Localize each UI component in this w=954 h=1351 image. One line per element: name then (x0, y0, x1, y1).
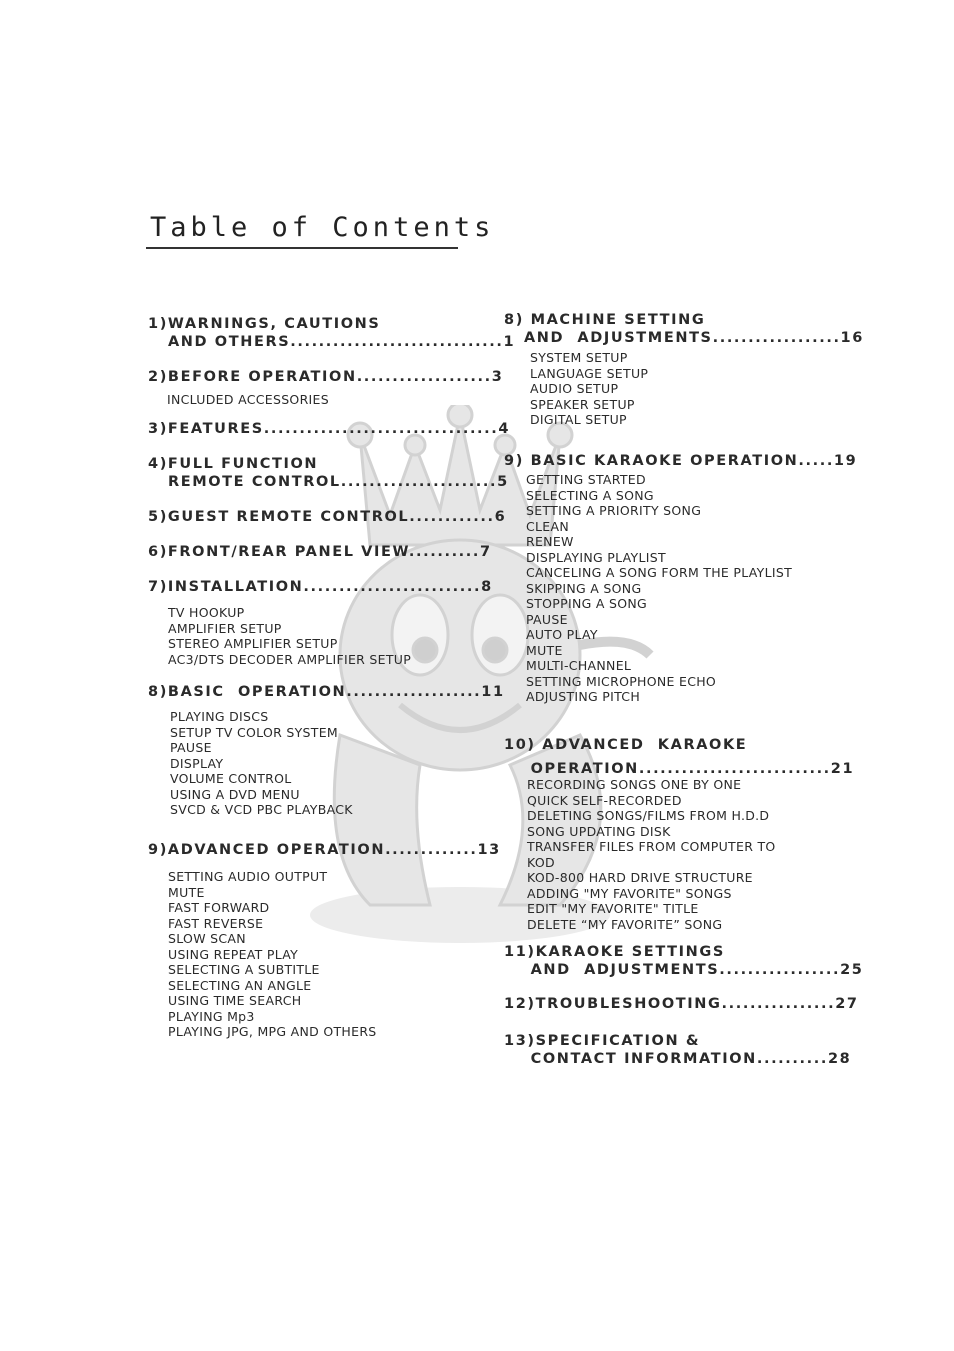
toc-entry-9[interactable]: 9)ADVANCED OPERATION.............13 (148, 842, 501, 858)
toc-entry-2[interactable]: 2)BEFORE OPERATION...................3 (148, 369, 504, 385)
toc-subitem: STOPPING A SONG (526, 596, 648, 611)
toc-entry-r8[interactable]: 8) MACHINE SETTING AND ADJUSTMENTS..................16 (504, 312, 864, 346)
toc-subitem: PLAYING JPG, MPG AND OTHERS (168, 1024, 377, 1039)
toc-subitem: MUTE (168, 884, 205, 900)
toc-subitem: QUICK SELF-RECORDED (527, 792, 682, 808)
toc-subitem: SPEAKER SETUP (530, 396, 635, 412)
toc-subitem: SETUP TV COLOR SYSTEM (170, 724, 338, 740)
toc-subitems-2 (167, 392, 329, 408)
toc-subitems-8 (170, 709, 353, 818)
toc-subitems-r8 (530, 350, 648, 428)
toc-subitem: DELETE “MY FAVORITE” SONG (527, 916, 723, 932)
toc-subitem: SLOW SCAN (168, 931, 246, 946)
toc-subitem: CANCELING A SONG FORM THE PLAYLIST (526, 565, 793, 580)
toc-entry-1[interactable]: 1)WARNINGS, CAUTIONS AND OTHERS..............................1 (148, 316, 516, 350)
toc-subitem: SELECTING A SUBTITLE (168, 962, 320, 977)
toc-subitem: SKIPPING A SONG (526, 580, 642, 596)
toc-entry-8[interactable]: 8)BASIC OPERATION...................11 (148, 684, 505, 700)
toc-subitem: KOD (527, 854, 555, 870)
toc-subitem: ADDING "MY FAVORITE" SONGS (527, 885, 732, 901)
toc-subitem: SETTING AUDIO OUTPUT (168, 869, 328, 884)
toc-subitem: SETTING MICROPHONE ECHO (526, 673, 717, 689)
toc-entry-r9[interactable]: 9) BASIC KARAOKE OPERATION.....19 (504, 453, 858, 469)
toc-entry-4[interactable]: 4)FULL FUNCTION REMOTE CONTROL......................5 (148, 456, 509, 490)
toc-entry-r10[interactable]: 10) ADVANCED KARAOKE OPERATION...........................21 (504, 737, 855, 777)
toc-subitem: GETTING STARTED (526, 472, 646, 487)
toc-subitem: PAUSE (526, 611, 568, 627)
toc-subitem: PLAYING DISCS (170, 709, 269, 724)
toc-subitem: FAST REVERSE (168, 915, 264, 931)
toc-entry-r13[interactable]: 13)SPECIFICATION & CONTACT INFORMATION..........28 (504, 1033, 852, 1067)
toc-entry-3[interactable]: 3)FEATURES.................................4 (148, 421, 511, 437)
toc-subitem: USING REPEAT PLAY (168, 946, 299, 962)
toc-subitem: PLAYING Mp3 (168, 1008, 255, 1024)
toc-subitem: CLEAN (526, 518, 569, 534)
toc-subitem: KOD-800 HARD DRIVE STRUCTURE (527, 870, 753, 885)
toc-subitem: SELECTING AN ANGLE (168, 977, 312, 993)
toc-subitem: FAST FORWARD (168, 900, 270, 915)
toc-subitems-r9 (526, 472, 792, 705)
toc-entry-r11[interactable]: 11)KARAOKE SETTINGS AND ADJUSTMENTS.................25 (504, 944, 864, 978)
toc-subitem: MUTE (526, 642, 563, 658)
toc-subitem: RENEW (526, 534, 574, 549)
toc-subitem: SELECTING A SONG (526, 487, 654, 503)
toc-subitem: LANGUAGE SETUP (530, 365, 649, 381)
toc-subitem: DISPLAYING PLAYLIST (526, 549, 666, 565)
toc-subitem: EDIT "MY FAVORITE" TITLE (527, 901, 699, 916)
toc-subitem: SONG UPDATING DISK (527, 823, 671, 839)
toc-subitem: TRANSFER FILES FROM COMPUTER TO (527, 839, 776, 854)
toc-subitem: STEREO AMPLIFIER SETUP (168, 636, 338, 651)
toc-subitem: AC3/DTS DECODER AMPLIFIER SETUP (168, 651, 412, 667)
toc-subitem: ADJUSTING PITCH (526, 689, 641, 704)
toc-subitem: MULTI-CHANNEL (526, 658, 632, 673)
toc-subitem: INCLUDED ACCESSORIES (167, 392, 329, 407)
toc-subitem: AMPLIFIER SETUP (168, 620, 282, 636)
page-title: Table of Contents (150, 212, 495, 243)
toc-subitem: SETTING A PRIORITY SONG (526, 503, 702, 518)
toc-subitems-7 (168, 605, 411, 667)
title-underline (146, 247, 458, 249)
toc-subitem: SYSTEM SETUP (530, 350, 628, 365)
toc-subitems-9 (168, 869, 377, 1040)
toc-subitem: USING TIME SEARCH (168, 993, 302, 1008)
toc-subitem: USING A DVD MENU (170, 786, 300, 802)
toc-subitem: RECORDING SONGS ONE BY ONE (527, 777, 742, 792)
toc-entry-7[interactable]: 7)INSTALLATION.........................8 (148, 579, 493, 595)
toc-entry-5[interactable]: 5)GUEST REMOTE CONTROL............6 (148, 509, 507, 525)
toc-subitem: PAUSE (170, 740, 212, 755)
toc-subitems-r10 (527, 777, 776, 932)
toc-subitem: AUDIO SETUP (530, 381, 619, 396)
toc-subitem: DISPLAY (170, 755, 224, 771)
toc-subitem: DELETING SONGS/FILMS FROM H.D.D (527, 808, 770, 823)
toc-subitem: VOLUME CONTROL (170, 771, 292, 786)
toc-subitem: DIGITAL SETUP (530, 412, 627, 427)
toc-entry-6[interactable]: 6)FRONT/REAR PANEL VIEW..........7 (148, 544, 492, 560)
toc-subitem: AUTO PLAY (526, 627, 598, 642)
toc-subitem: SVCD & VCD PBC PLAYBACK (170, 802, 353, 817)
toc-entry-r12[interactable]: 12)TROUBLESHOOTING................27 (504, 996, 859, 1012)
toc-subitem: TV HOOKUP (168, 605, 245, 620)
